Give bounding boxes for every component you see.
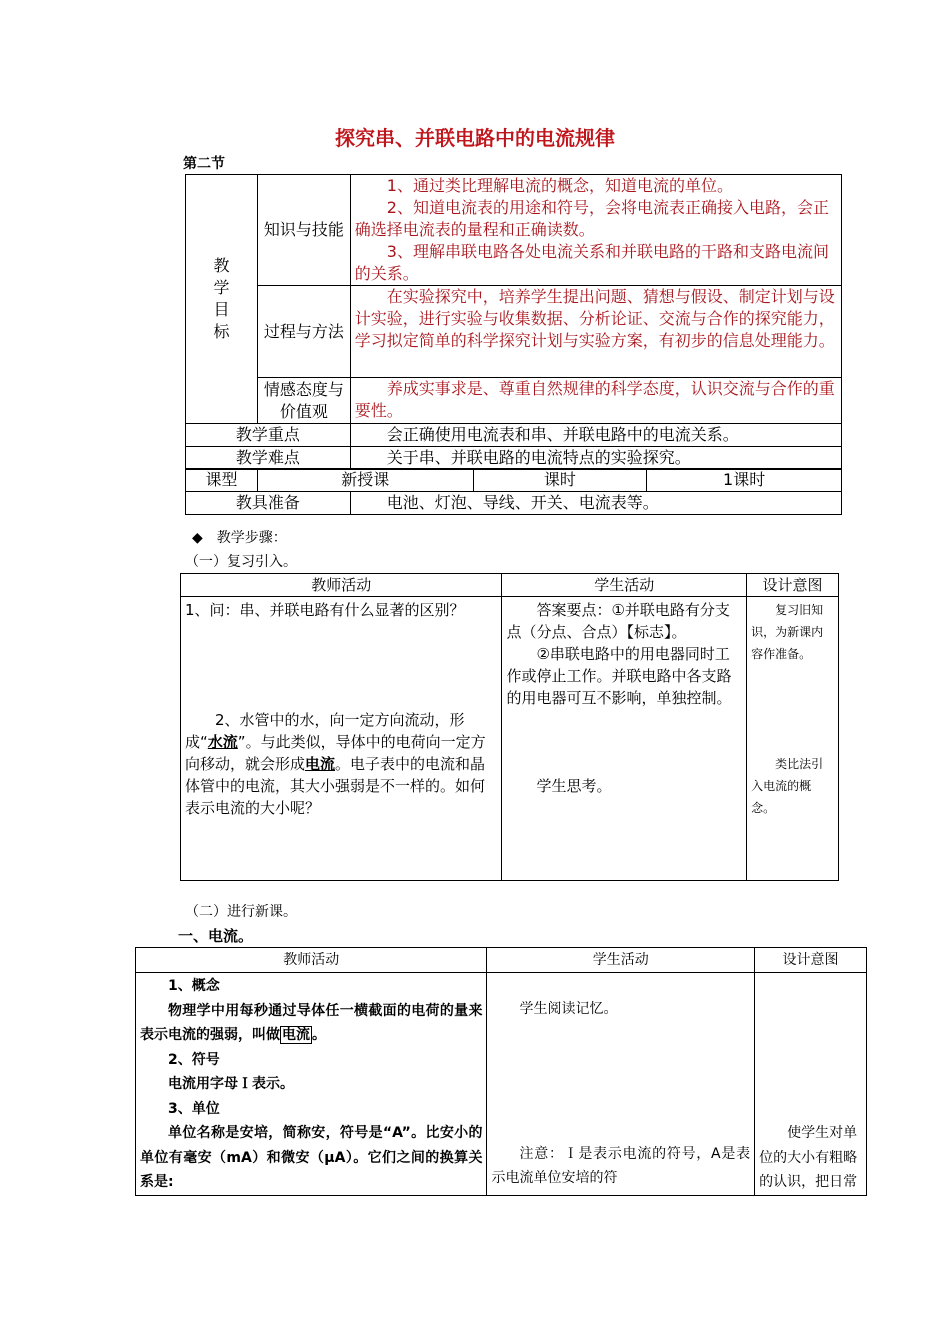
student-note: 注意：Ｉ是表示电流的符号，A是表示电流单位安培的符 bbox=[491, 1145, 751, 1186]
knowledge-content bbox=[350, 175, 841, 286]
concept-text-a: 物理学中用每秒通过导体任一横截面的电荷的量来表示电流的强弱，叫做 bbox=[140, 1002, 483, 1043]
key-point-label: 教学重点 bbox=[186, 424, 351, 447]
intent-2: 类比法引入电流的概念。 bbox=[751, 757, 824, 815]
lesson-student-cell bbox=[487, 973, 755, 1196]
teacher-spacer bbox=[185, 621, 497, 709]
student-answer-2: ②串联电路中的用电器同时工作或停止工作。并联电路中各支路的用电器可互不影响，单独控制。 bbox=[506, 645, 732, 707]
objectives-group-label bbox=[186, 175, 258, 424]
student-answer-3: 学生思考。 bbox=[536, 777, 612, 795]
concept-text bbox=[140, 999, 482, 1048]
student-read: 学生阅读记忆。 bbox=[519, 1001, 618, 1017]
concept-text-c: 。 bbox=[312, 1027, 326, 1043]
difficulty-content: 关于串、并联电路的电流特点的实验探究。 bbox=[350, 447, 841, 470]
part1-heading: （一）复习引入。 bbox=[185, 554, 297, 570]
teacher-question-2 bbox=[185, 709, 497, 819]
lesson-header-teacher: 教师活动 bbox=[136, 948, 487, 973]
q2-part-a: 2、水管中的水，向一定方向流动，形成“ bbox=[185, 711, 465, 751]
part2-subheading: 一、电流。 bbox=[178, 927, 254, 945]
q2-current: 电流 bbox=[305, 755, 336, 773]
lesson-intent: 使学生对单位的大小有粗略的认识，把日常 bbox=[759, 1125, 858, 1190]
lesson-header-intent: 设计意图 bbox=[755, 948, 867, 973]
equipment-label: 教具准备 bbox=[186, 492, 351, 515]
student2-spacer bbox=[491, 1022, 750, 1142]
lesson-type-value: 新授课 bbox=[257, 469, 473, 492]
knowledge-item-3: 3、理解串联电路各处电流关系和并联电路的干路和支路电流间的关系。 bbox=[354, 242, 829, 283]
attitude-content: 养成实事求是、尊重自然规律的科学态度，认识交流与合作的重要性。 bbox=[350, 378, 841, 424]
review-student-cell bbox=[502, 597, 747, 881]
concept-term: 电流 bbox=[282, 1027, 310, 1043]
equipment-content: 电池、灯泡、导线、开关、电流表等。 bbox=[350, 492, 841, 515]
q2-part-c: ”。与此类似，导体中的电荷向一定方向移动，就会形成 bbox=[185, 733, 486, 773]
knowledge-label bbox=[257, 175, 350, 286]
q2-part-e: 。电子表中的电流和晶体管中的电流，其大小强弱是不一样的。如何表示电流的大小呢？ bbox=[185, 755, 486, 817]
concept-title: 1、概念 bbox=[168, 978, 220, 994]
lesson-intent-cell bbox=[755, 973, 867, 1196]
objectives-group-text: 教学目标 bbox=[213, 256, 230, 341]
review-intent-cell bbox=[747, 597, 839, 881]
equipment-table bbox=[185, 491, 842, 515]
intent-1: 复习旧知识，为新课内容作准备。 bbox=[751, 603, 824, 661]
unit-title: 3、单位 bbox=[168, 1100, 220, 1117]
lesson-teacher-cell bbox=[136, 973, 487, 1196]
knowledge-item-1: 1、通过类比理解电流的概念，知道电流的单位。 bbox=[386, 176, 733, 195]
steps-heading: ◆ 教学步骤： bbox=[192, 530, 287, 546]
lesson-hours-value: 1课时 bbox=[647, 469, 842, 492]
student-spacer bbox=[506, 709, 742, 775]
process-label bbox=[257, 286, 350, 378]
review-teacher-cell bbox=[181, 597, 502, 881]
process-content: 在实验探究中，培养学生提出问题、猜想与假设、制定计划与设计实验，进行实验与收集数据、分析论证、交流与合作的探究能力，学习拟定简单的科学探究计划与实验方案，有初步的信息处理能力。 bbox=[350, 286, 841, 378]
lesson-hours-label: 课时 bbox=[473, 469, 647, 492]
review-header-teacher: 教师活动 bbox=[181, 574, 502, 597]
knowledge-item-2: 2、知道电流表的用途和符号，会将电流表正确接入电路，会正确选择电流表的量程和正确读数。 bbox=[354, 198, 829, 239]
attitude-label-text: 情感态度与价值观 bbox=[263, 379, 344, 421]
part2-heading: （二）进行新课。 bbox=[185, 904, 297, 920]
q2-water-flow: 水流 bbox=[207, 733, 238, 751]
teacher-question-1: 1、问：串、并联电路有什么显著的区别？ bbox=[185, 601, 465, 619]
symbol-title: 2、符号 bbox=[168, 1051, 220, 1068]
symbol-text: 电流用字母Ｉ表示。 bbox=[168, 1076, 294, 1092]
process-label-text: 过程与方法 bbox=[263, 321, 344, 341]
document-title: 探究串、并联电路中的电流规律 bbox=[335, 126, 615, 150]
lesson-table bbox=[185, 468, 842, 492]
objectives-table bbox=[185, 174, 842, 470]
knowledge-label-text: 知识与技能 bbox=[263, 220, 344, 239]
lesson-type-label: 课型 bbox=[186, 469, 258, 492]
difficulty-label: 教学难点 bbox=[186, 447, 351, 470]
review-header-student: 学生活动 bbox=[502, 574, 747, 597]
review-header-intent: 设计意图 bbox=[747, 574, 839, 597]
attitude-label bbox=[257, 378, 350, 424]
section-label: 第二节 bbox=[183, 156, 225, 172]
student-answer-1: 答案要点：①并联电路有分支点（分点、合点）【标志】。 bbox=[506, 601, 730, 641]
lesson-header-student: 学生活动 bbox=[487, 948, 755, 973]
key-point-content: 会正确使用电流表和串、并联电路中的电流关系。 bbox=[350, 424, 841, 447]
unit-text: 单位名称是安培，简称安，符号是“A”。比安小的单位有毫安（mA）和微安（μA）。它们之间的换算关系是: bbox=[140, 1125, 483, 1190]
new-lesson-table bbox=[135, 947, 867, 1196]
intent-spacer bbox=[751, 665, 834, 753]
review-table bbox=[180, 573, 839, 881]
